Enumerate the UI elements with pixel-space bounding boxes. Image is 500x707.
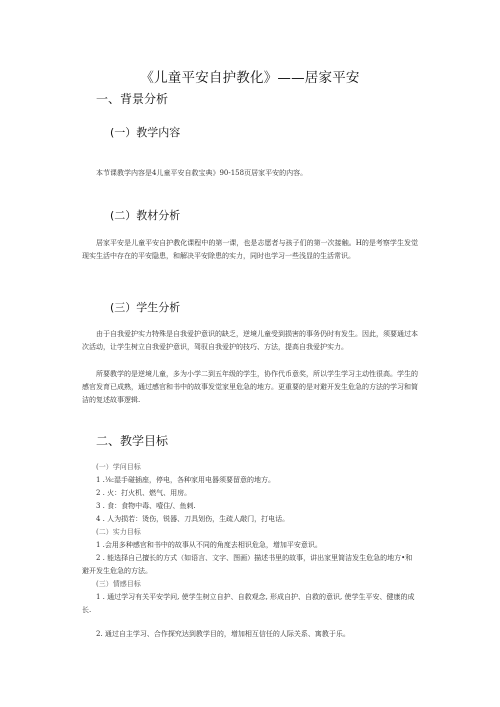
list-item: 4 . 人为损若：烫伤，锐器、刀具划伤，生疏人敲门，打电话。: [96, 515, 290, 523]
subheading-emotion-goals: (三）情感目标: [96, 580, 141, 588]
subheading-student-analysis: (三）学生分析: [110, 301, 181, 314]
paragraph-student-analysis-2: 所要教学的是逆境儿童，多为小学二到五年级的学生，协作代币意奖，所以学生学习主动性很高。学生的感官发育已成熟，通过感官和书中的故事发觉家里危急的地方。更重要的是对避开发生危急的方法的学习和简洁的复述故事逻辑.: [82, 370, 418, 404]
document-title: 《儿童平安自护教化》——居家平安: [140, 70, 360, 86]
paragraph-student-analysis-1: 由于自我爱护实力特殊是自我爱护意识的缺乏，逆境儿童受到损害的事务仍时有发生。因此，须要通过本次活动，让学生树立自我爱护意识，驾驭自我爱护的技巧、方法，提高自我爱护实力。: [82, 330, 418, 351]
list-item: 2 . 火：打火机、燃气、用房。: [96, 489, 192, 497]
list-item: 1 . 通过学习有关平安学问, 使学生树立自护、自救观念, 形成自护、自救的意识, 使学生平安、健康的成长.: [82, 593, 415, 614]
paragraph-teaching-content: 本节课教学内容是4儿童平安自救宝典》90-158页居家平安的内容。: [96, 169, 308, 177]
subheading-ability-goals: (二）实力目标: [96, 528, 141, 536]
paragraph-material-analysis: 居家平安是儿童平安自护教化课程中的第一课，也是志愿者与孩子们的第一次接触。H的是考察学生发觉现实生活中存在的平安隐患，和解决平安除患的实力，同时也学习一些浅显的生活常识。: [82, 239, 418, 260]
list-item: 2. 通过自主学习、合作探究达到教学目的，增加相互信任的人际关系、寓教于乐。: [96, 630, 350, 638]
list-item: 3 . 食：食物中毒、噎住/、鱼刺.: [96, 502, 196, 510]
list-item: 1 .会用多种感官和书中的故事从不同的角度去相识危急，增加平安意识。: [96, 541, 322, 549]
subheading-material-analysis: (二）教材分析: [110, 209, 181, 222]
section-heading-goals: 二、教学目标: [96, 434, 169, 448]
list-item: 2 . 能选择自己擅长的方式（如语言、文字、图画）描述书里的故事，讲出家里简洁发生危急的地方•和避开发生危急的方法。: [82, 554, 413, 575]
section-heading-background: 一、背景分析: [96, 92, 169, 106]
subheading-knowledge-goals: (一）学问目标: [96, 463, 141, 471]
subheading-teaching-content: (一）教学内容: [110, 126, 181, 139]
list-item: 1 .⅛:湿手碰插座，停电，各种家用电器须要留意的地方。: [96, 476, 276, 484]
